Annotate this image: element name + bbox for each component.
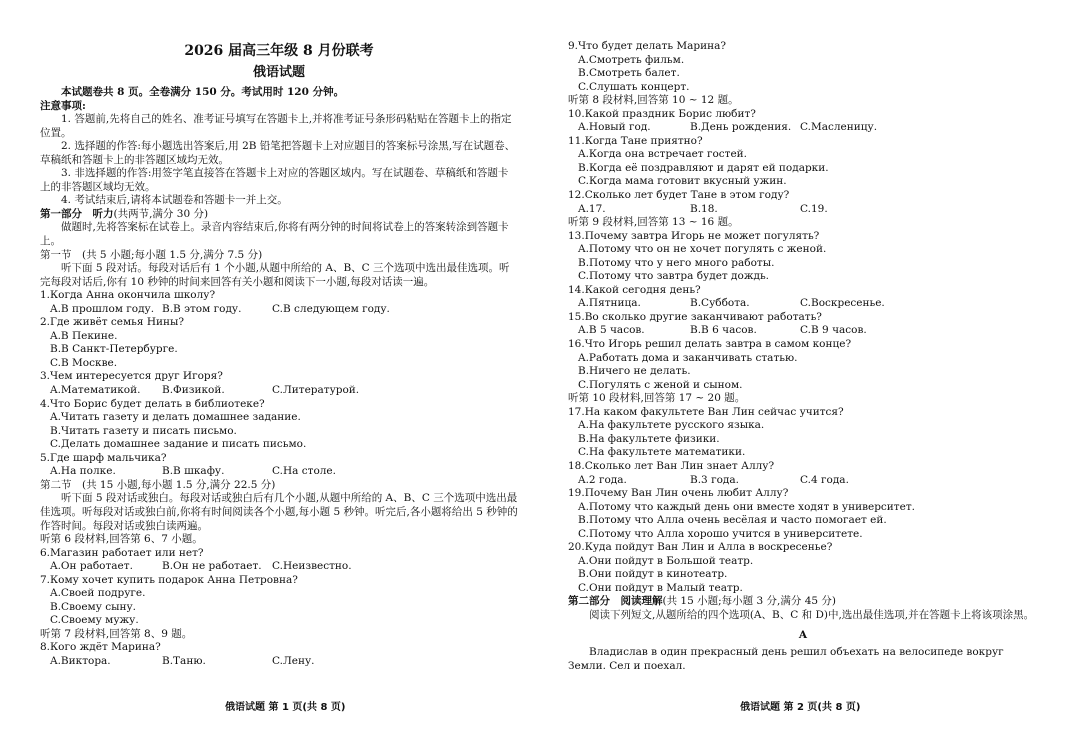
question-10-options [568, 121, 1038, 135]
option-b[interactable]: B.Потому что Алла очень весёлая и часто помогает ей. [578, 514, 887, 527]
option-a[interactable]: A.Читать газету и делать домашнее задание. [50, 411, 301, 424]
section2-intro: 听下面 5 段对话或独白。每段对话或独白后有几个小题,从题中所给的 A、B、C 三个选项中选出最佳选项。听每段对话或独白前,你将有时间阅读各个小题,每小题 5 秒钟。听完后,各小题将给出 5 秒钟的作答时间。每段对话或独白读两遍。 [40, 492, 518, 532]
part1-intro: 做题时,先将答案标在试卷上。录音内容结束后,你将有两分钟的时间将试卷上的答案转涂到答题卡上。 [40, 221, 509, 248]
question-4: 4.Что Борис будет делать в библиотеке? [40, 397, 265, 410]
page-footer-2: 俄语试题 第 2 页(共 8 页) [740, 702, 861, 713]
exam-info: 本试题卷共 8 页。全卷满分 150 分。考试用时 120 分钟。 [61, 86, 345, 98]
question-14: 14.Какой сегодня день? [568, 283, 701, 296]
option-c[interactable]: C.Своему мужу. [50, 614, 139, 627]
option-c[interactable]: C.Потому что Алла хорошо учится в университете. [578, 527, 863, 540]
option-b[interactable]: B.Смотреть балет. [578, 67, 680, 80]
option-a[interactable]: A.Потому что каждый день они вместе ходят в университет. [578, 500, 915, 513]
section1-intro: 听下面 5 段对话。每段对话后有 1 个小题,从题中所给的 A、B、C 三个选项中选出最佳选项。听完每段对话后,你有 10 秒钟的时间来回答有关小题和阅读下一小题,每段对话读一遍。 [40, 262, 510, 288]
option-c[interactable]: C.Масленицу. [800, 121, 878, 134]
option-c[interactable]: C.Они пойдут в Малый театр. [578, 581, 743, 594]
option-c[interactable]: C.Лену. [272, 654, 315, 667]
option-a[interactable]: A.Когда она встречает гостей. [578, 148, 748, 161]
option-b[interactable]: B.В шкафу. [162, 465, 225, 478]
option-a[interactable]: A.Пятница. [578, 297, 641, 310]
passage-text: Владислав в один прекрасный день решил объехать на велосипеде вокруг Земли. Сел и поехал. [568, 646, 1004, 672]
option-b[interactable]: B.В Санкт-Петербурге. [50, 343, 178, 356]
part1-heading [40, 208, 518, 222]
option-b[interactable]: B.Своему сыну. [50, 600, 136, 613]
option-a[interactable]: A.17. [578, 202, 606, 215]
part1-heading-bold: 第一部分 听力 [40, 207, 114, 220]
question-12-options [568, 203, 1038, 217]
option-a[interactable]: A.В Пекине. [50, 329, 118, 342]
question-15: 15.Во сколько другие заканчивают работать? [568, 310, 822, 323]
question-6: 6.Магазин работает или нет? [40, 546, 204, 559]
question-7: 7.Кому хочет купить подарок Анна Петровна? [40, 573, 298, 586]
note-item: 1. 答题前,先将自己的姓名、准考证号填写在答题卡上,并将准考证号条形码粘贴在答题卡上的指定位置。 [40, 113, 512, 139]
question-6-options [40, 560, 518, 574]
question-15-options [568, 324, 1038, 338]
part2-heading [568, 595, 1038, 609]
notes-heading: 注意事项: [40, 99, 86, 112]
material-8-heading: 听第 8 段材料,回答第 10 ~ 12 题。 [568, 94, 739, 107]
option-c[interactable]: C.Воскресенье. [800, 297, 885, 310]
option-c[interactable]: C.19. [800, 202, 828, 215]
exam-title: 2026 届高三年级 8 月份联考 [184, 43, 374, 59]
question-18-options [568, 474, 1038, 488]
question-16: 16.Что Игорь решил делать завтра в самом конце? [568, 338, 852, 351]
option-c[interactable]: C.В Москве. [50, 356, 118, 369]
option-a[interactable]: A.Своей подруге. [50, 587, 146, 600]
option-c[interactable]: C.Потому что завтра будет дождь. [578, 270, 770, 283]
option-a[interactable]: A.Они пойдут в Большой театр. [578, 554, 754, 567]
option-b[interactable]: B.Таню. [162, 654, 206, 667]
question-3-options [40, 384, 518, 398]
question-11: 11.Когда Тане приятно? [568, 134, 703, 147]
option-b[interactable]: B.День рождения. [690, 121, 792, 134]
option-c[interactable]: C.В 9 часов. [800, 324, 867, 337]
question-13: 13.Почему завтра Игорь не может погулять? [568, 229, 820, 242]
option-c[interactable]: C.На факультете математики. [578, 446, 746, 459]
option-a[interactable]: A.Смотреть фильм. [578, 53, 685, 66]
option-b[interactable]: B.Ничего не делать. [578, 365, 691, 378]
note-item: 3. 非选择题的作答:用签字笔直接答在答题卡上对应的答题区域内。写在试题卷、草稿纸和答题卡上的非答题区域均无效。 [40, 167, 509, 193]
option-a[interactable]: A.В прошлом году. [50, 302, 155, 315]
question-12: 12.Сколько лет будет Тане в этом году? [568, 189, 790, 202]
exam-subtitle: 俄语试题 [252, 65, 305, 80]
material-7-heading: 听第 7 段材料,回答第 8、9 题。 [40, 627, 193, 640]
question-3: 3.Чем интересуется друг Игоря? [40, 370, 223, 383]
question-14-options [568, 297, 1038, 311]
option-a[interactable]: A.В 5 часов. [578, 324, 645, 337]
option-b[interactable]: B.Физикой. [162, 384, 225, 397]
option-b[interactable]: B.В этом году. [162, 302, 242, 315]
option-a[interactable]: A.На факультете русского языка. [578, 419, 765, 432]
question-17: 17.На каком факультете Ван Лин сейчас учится? [568, 405, 844, 418]
option-c[interactable]: C.Неизвестно. [272, 560, 352, 573]
question-5-options [40, 465, 518, 479]
option-a[interactable]: A.Потому что он не хочет погулять с женой. [578, 243, 827, 256]
option-b[interactable]: B.В 6 часов. [690, 324, 757, 337]
question-1: 1.Когда Анна окончила школу? [40, 289, 216, 302]
option-b[interactable]: B.Потому что у него много работы. [578, 256, 775, 269]
option-c[interactable]: C.Слушать концерт. [578, 80, 690, 93]
option-b[interactable]: B.Читать газету и писать письмо. [50, 424, 237, 437]
question-2: 2.Где живёт семья Нины? [40, 316, 184, 329]
part2-heading-rest: (共 15 小题;每小题 3 分,满分 45 分) [662, 595, 836, 608]
option-b[interactable]: B.На факультете физики. [578, 432, 720, 445]
option-c[interactable]: C.В следующем году. [272, 302, 390, 315]
passage-label: A [798, 628, 808, 641]
part1-heading-rest: (共两节,满分 30 分) [113, 207, 209, 220]
option-a[interactable]: A.Новый год. [578, 121, 651, 134]
option-c[interactable]: C.Погулять с женой и сыном. [578, 378, 743, 391]
question-9: 9.Что будет делать Марина? [568, 40, 727, 52]
option-a[interactable]: A.Он работает. [50, 560, 133, 573]
option-b[interactable]: B.18. [690, 202, 718, 215]
option-a[interactable]: A.2 года. [578, 473, 627, 486]
option-a[interactable]: A.На полке. [50, 465, 116, 478]
option-b[interactable]: B.Он не работает. [162, 560, 262, 573]
question-19: 19.Почему Ван Лин очень любит Аллу? [568, 487, 789, 500]
question-10: 10.Какой праздник Борис любит? [568, 107, 756, 120]
option-c[interactable]: C.Литературой. [272, 384, 360, 397]
page-1 [40, 0, 518, 669]
option-b[interactable]: B.3 года. [690, 473, 739, 486]
option-b[interactable]: B.Они пойдут в кинотеатр. [578, 568, 728, 581]
option-c[interactable]: C.Делать домашнее задание и писать письмо. [50, 438, 307, 451]
option-b[interactable]: B.Суббота. [690, 297, 750, 310]
page-2 [568, 40, 1038, 673]
part2-intro: 阅读下列短文,从题所给的四个选项(A、B、C 和 D)中,选出最佳选项,并在答题卡上将该项涂黑。 [589, 608, 1035, 621]
note-item: 2. 选择题的作答:每小题选出答案后,用 2B 铅笔把答题卡上对应题目的答案标号涂黑,写在试题卷、草稿纸和答题卡上的非答题区域均无效。 [40, 140, 516, 166]
option-a[interactable]: A.Работать дома и заканчивать статью. [578, 351, 798, 364]
material-10-heading: 听第 10 段材料,回答第 17 ~ 20 题。 [568, 392, 746, 405]
question-1-options [40, 303, 518, 317]
page-footer-1: 俄语试题 第 1 页(共 8 页) [225, 702, 346, 713]
option-c[interactable]: C.Когда мама готовит вкусный ужин. [578, 175, 787, 188]
question-8-options [40, 655, 518, 669]
option-a[interactable]: A.Виктора. [50, 654, 111, 667]
option-a[interactable]: A.Математикой. [50, 384, 141, 397]
question-8: 8.Кого ждёт Марина? [40, 641, 161, 654]
option-b[interactable]: B.Когда её поздравляют и дарят ей подарки. [578, 161, 829, 174]
question-18: 18.Сколько лет Ван Лин знает Аллу? [568, 459, 775, 472]
option-c[interactable]: C.На столе. [272, 465, 336, 478]
option-c[interactable]: C.4 года. [800, 473, 849, 486]
section2-heading: 第二节 (共 15 小题,每小题 1.5 分,满分 22.5 分) [40, 478, 276, 491]
section1-heading: 第一节 (共 5 小题;每小题 1.5 分,满分 7.5 分) [40, 248, 263, 261]
material-6-heading: 听第 6 段材料,回答第 6、7 小题。 [40, 533, 203, 546]
material-9-heading: 听第 9 段材料,回答第 13 ~ 16 题。 [568, 216, 739, 229]
part2-heading-bold: 第二部分 阅读理解 [568, 595, 663, 608]
question-20: 20.Куда пойдут Ван Лин и Алла в воскресенье? [568, 541, 833, 554]
note-item: 4. 考试结束后,请将本试题卷和答题卡一并上交。 [61, 194, 288, 207]
question-5: 5.Где шарф мальчика? [40, 451, 167, 464]
